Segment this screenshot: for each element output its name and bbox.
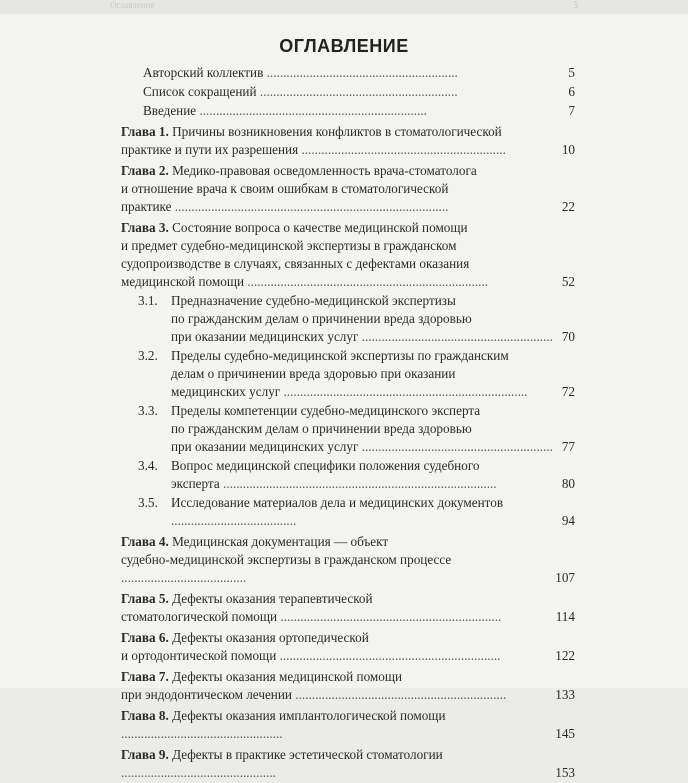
running-head-right: 5 [573, 0, 578, 10]
section-title [121, 292, 575, 346]
leader-dots: ..................................................................... [196, 103, 427, 118]
toc-page-number: 70 [561, 329, 575, 344]
toc-line-text: судебно-медицинской экспертизы в гражданском процессе [121, 552, 452, 567]
toc-chapter-entry [121, 590, 575, 626]
section-title [121, 347, 575, 401]
toc-line-text: эксперта [171, 476, 220, 491]
toc-section-entry [121, 292, 575, 346]
toc-line [121, 219, 575, 237]
toc-line [121, 647, 575, 665]
section-number: 3.5. [138, 495, 158, 510]
chapter-label: Глава 9. [121, 747, 169, 762]
leader-dots: ................................................................................... [171, 199, 449, 214]
toc-chapter-entry [121, 629, 575, 665]
toc-line-text: Исследование материалов дела и медицинских документов [171, 495, 504, 510]
toc-line [171, 383, 575, 401]
section-number: 3.2. [138, 348, 158, 363]
leader-dots: .......................................................... [358, 439, 553, 454]
toc-line [121, 273, 575, 291]
toc-entry-title: Введение [143, 103, 197, 118]
toc-line-text: и отношение врача к своим ошибкам в стоматологической [121, 181, 449, 196]
section-number: 3.4. [138, 458, 158, 473]
section-title [121, 402, 575, 456]
toc-line [171, 310, 575, 328]
toc-line [121, 686, 575, 704]
chapter-title [121, 707, 575, 743]
toc-line-text: Медико-правовая осведомленность врача-стоматолога [172, 163, 477, 178]
section-title [121, 457, 575, 493]
toc-line [171, 365, 575, 383]
leader-dots: ................................................................... [276, 648, 501, 663]
toc-page-number: 145 [555, 726, 575, 741]
toc-line [121, 237, 575, 255]
toc-line [121, 608, 575, 626]
toc-line-text: Дефекты оказания терапевтической [172, 591, 373, 606]
toc-line-text: практике [121, 199, 172, 214]
toc-line [121, 668, 575, 686]
chapter-label: Глава 2. [121, 163, 169, 178]
toc-line [121, 162, 575, 180]
toc-chapter-entry [121, 707, 575, 743]
toc-section-entry [121, 402, 575, 456]
section-title [121, 494, 575, 530]
chapter-title [121, 533, 575, 587]
running-head [0, 0, 688, 14]
chapter-title [121, 629, 575, 665]
toc-chapter-entry [121, 746, 575, 782]
toc-line [171, 292, 575, 310]
toc-line-text: по гражданским делам о причинении вреда здоровью [171, 421, 472, 436]
toc-front-entry [121, 102, 575, 120]
toc-page-number: 52 [561, 274, 575, 289]
leader-dots: ................................................................... [277, 609, 502, 624]
toc-line-text: Вопрос медицинской специфики положения судебного [171, 458, 480, 473]
chapter-label: Глава 1. [121, 124, 169, 139]
toc-page-number: 133 [555, 687, 575, 702]
toc-front-entry [121, 64, 575, 82]
toc-entry-title: Список сокращений [143, 84, 257, 99]
toc-page-number: 10 [561, 142, 575, 157]
toc-page-number: 94 [561, 513, 575, 528]
toc-line-text: судопроизводстве в случаях, связанных с дефектами оказания [121, 256, 470, 271]
toc-line-text: Предназначение судебно-медицинской экспертизы [171, 293, 456, 308]
toc-page-number: 80 [561, 476, 575, 491]
toc-section-entry [121, 457, 575, 493]
toc-section-entry [121, 494, 575, 530]
toc-line-text: при оказании медицинских услуг [171, 439, 359, 454]
leader-dots: ................................................................................... [219, 476, 497, 491]
toc-page-number: 6 [568, 84, 575, 99]
toc-section-entry [121, 347, 575, 401]
chapter-label: Глава 7. [121, 669, 169, 684]
toc-line-text: практике и пути их разрешения [121, 142, 299, 157]
toc-line-text: Дефекты оказания медицинской помощи [172, 669, 403, 684]
toc-line-text: и предмет судебно-медицинской экспертизы в гражданском [121, 238, 457, 253]
toc-line-text: делам о причинении вреда здоровью при оказании [171, 366, 456, 381]
toc-line-text: медицинских услуг [171, 384, 281, 399]
chapter-title [121, 668, 575, 704]
toc-line-text: Дефекты оказания ортопедической [172, 630, 369, 645]
toc-page-number: 72 [561, 384, 575, 399]
section-number: 3.1. [138, 293, 158, 308]
toc-page-number: 122 [555, 648, 575, 663]
leader-dots: ...................................... [121, 570, 247, 585]
toc-line [121, 180, 575, 198]
toc-line-text: и ортодонтической помощи [121, 648, 277, 663]
toc-line [121, 746, 575, 782]
toc-page-number: 77 [561, 439, 575, 454]
toc-line-text: стоматологической помощи [121, 609, 278, 624]
toc-chapter-entry [121, 219, 575, 291]
toc-line [171, 457, 575, 475]
leader-dots: .............................................................. [298, 142, 506, 157]
toc-page-number: 107 [555, 570, 575, 585]
toc-entry-title: Авторский коллектив [143, 65, 264, 80]
toc-line [171, 347, 575, 365]
chapter-label: Глава 6. [121, 630, 169, 645]
leader-dots: ...................................... [171, 513, 297, 528]
chapter-title [121, 123, 575, 159]
toc-page-number: 5 [568, 65, 575, 80]
toc-line-text: по гражданским делам о причинении вреда здоровью [171, 311, 472, 326]
chapter-title [121, 746, 575, 782]
toc-line [171, 438, 575, 456]
toc-line-text: при эндодонтическом лечении [121, 687, 292, 702]
toc-line-text: Пределы судебно-медицинской экспертизы по гражданским [171, 348, 509, 363]
toc-chapter-entry [121, 668, 575, 704]
toc-line [171, 494, 575, 530]
toc-line [171, 475, 575, 493]
chapter-title [121, 590, 575, 626]
toc-line-text: Состояние вопроса о качестве медицинской помощи [172, 220, 468, 235]
toc-line [121, 533, 575, 551]
toc-chapter-entry [121, 162, 575, 216]
toc-line-text: Дефекты в практике эстетической стоматологии [172, 747, 443, 762]
leader-dots: ............................................................ [256, 84, 458, 99]
toc-line-text: Дефекты оказания имплантологической помощи [172, 708, 446, 723]
leader-dots: .......................................................................... [280, 384, 528, 399]
toc-line [171, 402, 575, 420]
toc-line [121, 590, 575, 608]
toc-line [121, 629, 575, 647]
leader-dots: .......................................................... [263, 65, 458, 80]
toc-line [171, 328, 575, 346]
toc-page-number: 22 [561, 199, 575, 214]
toc-line-text: Пределы компетенции судебно-медицинского эксперта [171, 403, 481, 418]
toc-line [121, 551, 575, 587]
section-number: 3.3. [138, 403, 158, 418]
chapter-label: Глава 8. [121, 708, 169, 723]
page-title: ОГЛАВЛЕНИЕ [279, 36, 409, 56]
chapter-label: Глава 5. [121, 591, 169, 606]
toc-line [121, 255, 575, 273]
toc-front-entry [121, 83, 575, 101]
toc-page-number: 114 [555, 609, 575, 624]
toc-line-text: при оказании медицинских услуг [171, 329, 359, 344]
chapter-title [121, 162, 575, 216]
toc-line [121, 198, 575, 216]
toc-line [143, 64, 575, 82]
running-head-left: Оглавление [110, 0, 155, 10]
chapter-label: Глава 3. [121, 220, 169, 235]
toc-line-text: Медицинская документация — объект [172, 534, 389, 549]
leader-dots: .......................................................... [358, 329, 553, 344]
toc-line [171, 420, 575, 438]
toc-chapter-entry [121, 533, 575, 587]
toc-chapter-entry [121, 123, 575, 159]
leader-dots: ......................................................................... [244, 274, 489, 289]
toc-line-text: Причины возникновения конфликтов в стоматологической [172, 124, 502, 139]
toc-line [121, 707, 575, 743]
toc-page-number: 153 [555, 765, 575, 780]
leader-dots: ............................................... [121, 765, 276, 780]
toc-line [121, 141, 575, 159]
table-of-contents [121, 64, 575, 783]
toc-line [121, 123, 575, 141]
leader-dots: ................................................. [121, 726, 283, 741]
leader-dots: ................................................................ [291, 687, 507, 702]
toc-line [143, 102, 575, 120]
chapter-label: Глава 4. [121, 534, 169, 549]
toc-page-number: 7 [568, 103, 575, 118]
chapter-title [121, 219, 575, 291]
toc-line [143, 83, 575, 101]
toc-line-text: медицинской помощи [121, 274, 245, 289]
